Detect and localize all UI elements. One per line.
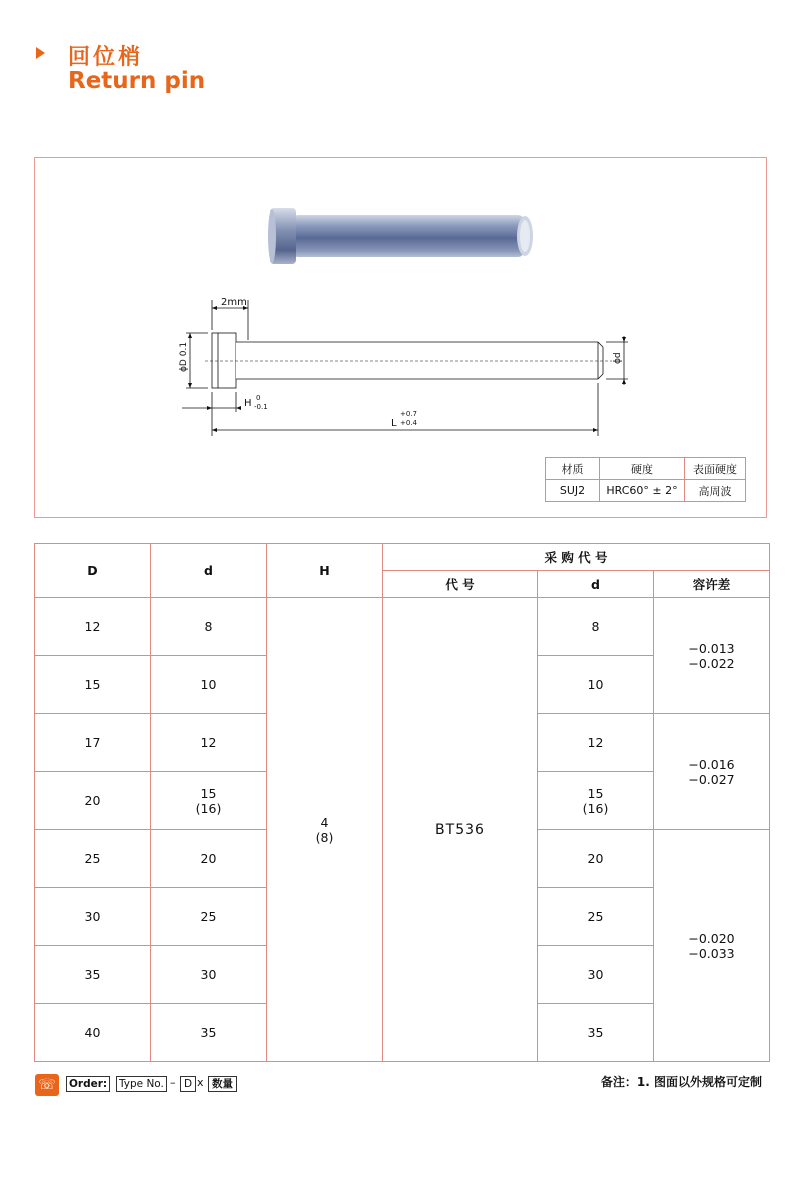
cell-tolerance (654, 714, 770, 830)
cell-D: 40 (35, 1004, 151, 1062)
page-title-cn: 回位梢 (68, 45, 144, 70)
cell-D: 17 (35, 714, 151, 772)
dim-D-label: ϕD 0.1 (179, 341, 189, 372)
cell-d2: 10 (538, 656, 654, 714)
cell-d: 12 (151, 714, 267, 772)
col-H-header: H (267, 544, 383, 598)
tol-upper: −0.013 (688, 640, 735, 656)
material-value: SUJ2 (546, 480, 600, 502)
pin-photo (268, 208, 533, 264)
dim-H-label: H (244, 398, 252, 409)
cell-D: 20 (35, 772, 151, 830)
order-dash: – (170, 1076, 176, 1089)
cell-D: 35 (35, 946, 151, 1004)
surface-hardness-value: 高周波 (685, 480, 746, 502)
cell-D: 25 (35, 830, 151, 888)
cell-tolerance (654, 830, 770, 1062)
tol-upper: −0.016 (688, 756, 735, 772)
cell-D: 30 (35, 888, 151, 946)
col-D-header: D (35, 544, 151, 598)
dim-d-label: ϕd (613, 352, 623, 364)
dim-H-tol-lower: -0.1 (254, 403, 268, 411)
cell-d2: 25 (538, 888, 654, 946)
col-purchase-header: 采 购 代 号 (383, 544, 770, 571)
cell-d: 8 (151, 598, 267, 656)
order-d-box: D (180, 1076, 196, 1092)
tol-upper: −0.020 (688, 930, 735, 946)
tol-lower: −0.033 (688, 945, 735, 961)
cell-tolerance (654, 598, 770, 714)
cell-d: 25 (151, 888, 267, 946)
dim-H-tol-upper: 0 (256, 394, 261, 402)
col-tol-header: 容许差 (654, 571, 770, 598)
cell-d2: 12 (538, 714, 654, 772)
material-header: 材质 (546, 458, 600, 480)
col-d2-header: d (538, 571, 654, 598)
cell-D: 15 (35, 656, 151, 714)
cell-code: BT536 (383, 598, 538, 1062)
col-code-header: 代 号 (383, 571, 538, 598)
cell-H (267, 598, 383, 1062)
order-x: x (197, 1076, 204, 1089)
cell-d2: 35 (538, 1004, 654, 1062)
cell-d2 (538, 772, 654, 830)
dim-L-tol-upper: +0.7 (400, 410, 417, 418)
cell-d2: 20 (538, 830, 654, 888)
page-title-en: Return pin (68, 68, 206, 94)
d2-value: 15 (587, 785, 604, 801)
footnote: 备注：1. 图面以外规格可定制 (600, 1075, 762, 1089)
cell-d: 35 (151, 1004, 267, 1062)
dim-L-label: L (391, 418, 397, 429)
cell-d: 30 (151, 946, 267, 1004)
col-d-header: d (151, 544, 267, 598)
cell-d2: 30 (538, 946, 654, 1004)
order-qty-box: 数量 (208, 1076, 237, 1092)
phone-icon: ☏ (35, 1074, 59, 1096)
cell-d (151, 772, 267, 830)
product-drawing (0, 0, 800, 520)
table-row (35, 598, 770, 656)
dim-head-label: 2mm (221, 297, 247, 308)
d-alt: (16) (195, 800, 222, 816)
hardness-value: HRC60° ± 2° (600, 480, 685, 502)
cell-d: 10 (151, 656, 267, 714)
order-type-box: Type No. (116, 1076, 167, 1092)
d-value: 15 (200, 785, 217, 801)
H-alt: (8) (315, 829, 334, 845)
surface-hardness-header: 表面硬度 (685, 458, 746, 480)
tol-lower: −0.027 (688, 771, 735, 787)
cell-d: 20 (151, 830, 267, 888)
d2-alt: (16) (582, 800, 609, 816)
tol-lower: −0.022 (688, 655, 735, 671)
hardness-header: 硬度 (600, 458, 685, 480)
material-table (545, 457, 746, 502)
order-label: Order: (66, 1076, 110, 1092)
spec-table (34, 543, 770, 1062)
cell-D: 12 (35, 598, 151, 656)
H-value: 4 (320, 814, 329, 830)
dim-L-tol-lower: +0.4 (400, 419, 417, 427)
cell-d2: 8 (538, 598, 654, 656)
